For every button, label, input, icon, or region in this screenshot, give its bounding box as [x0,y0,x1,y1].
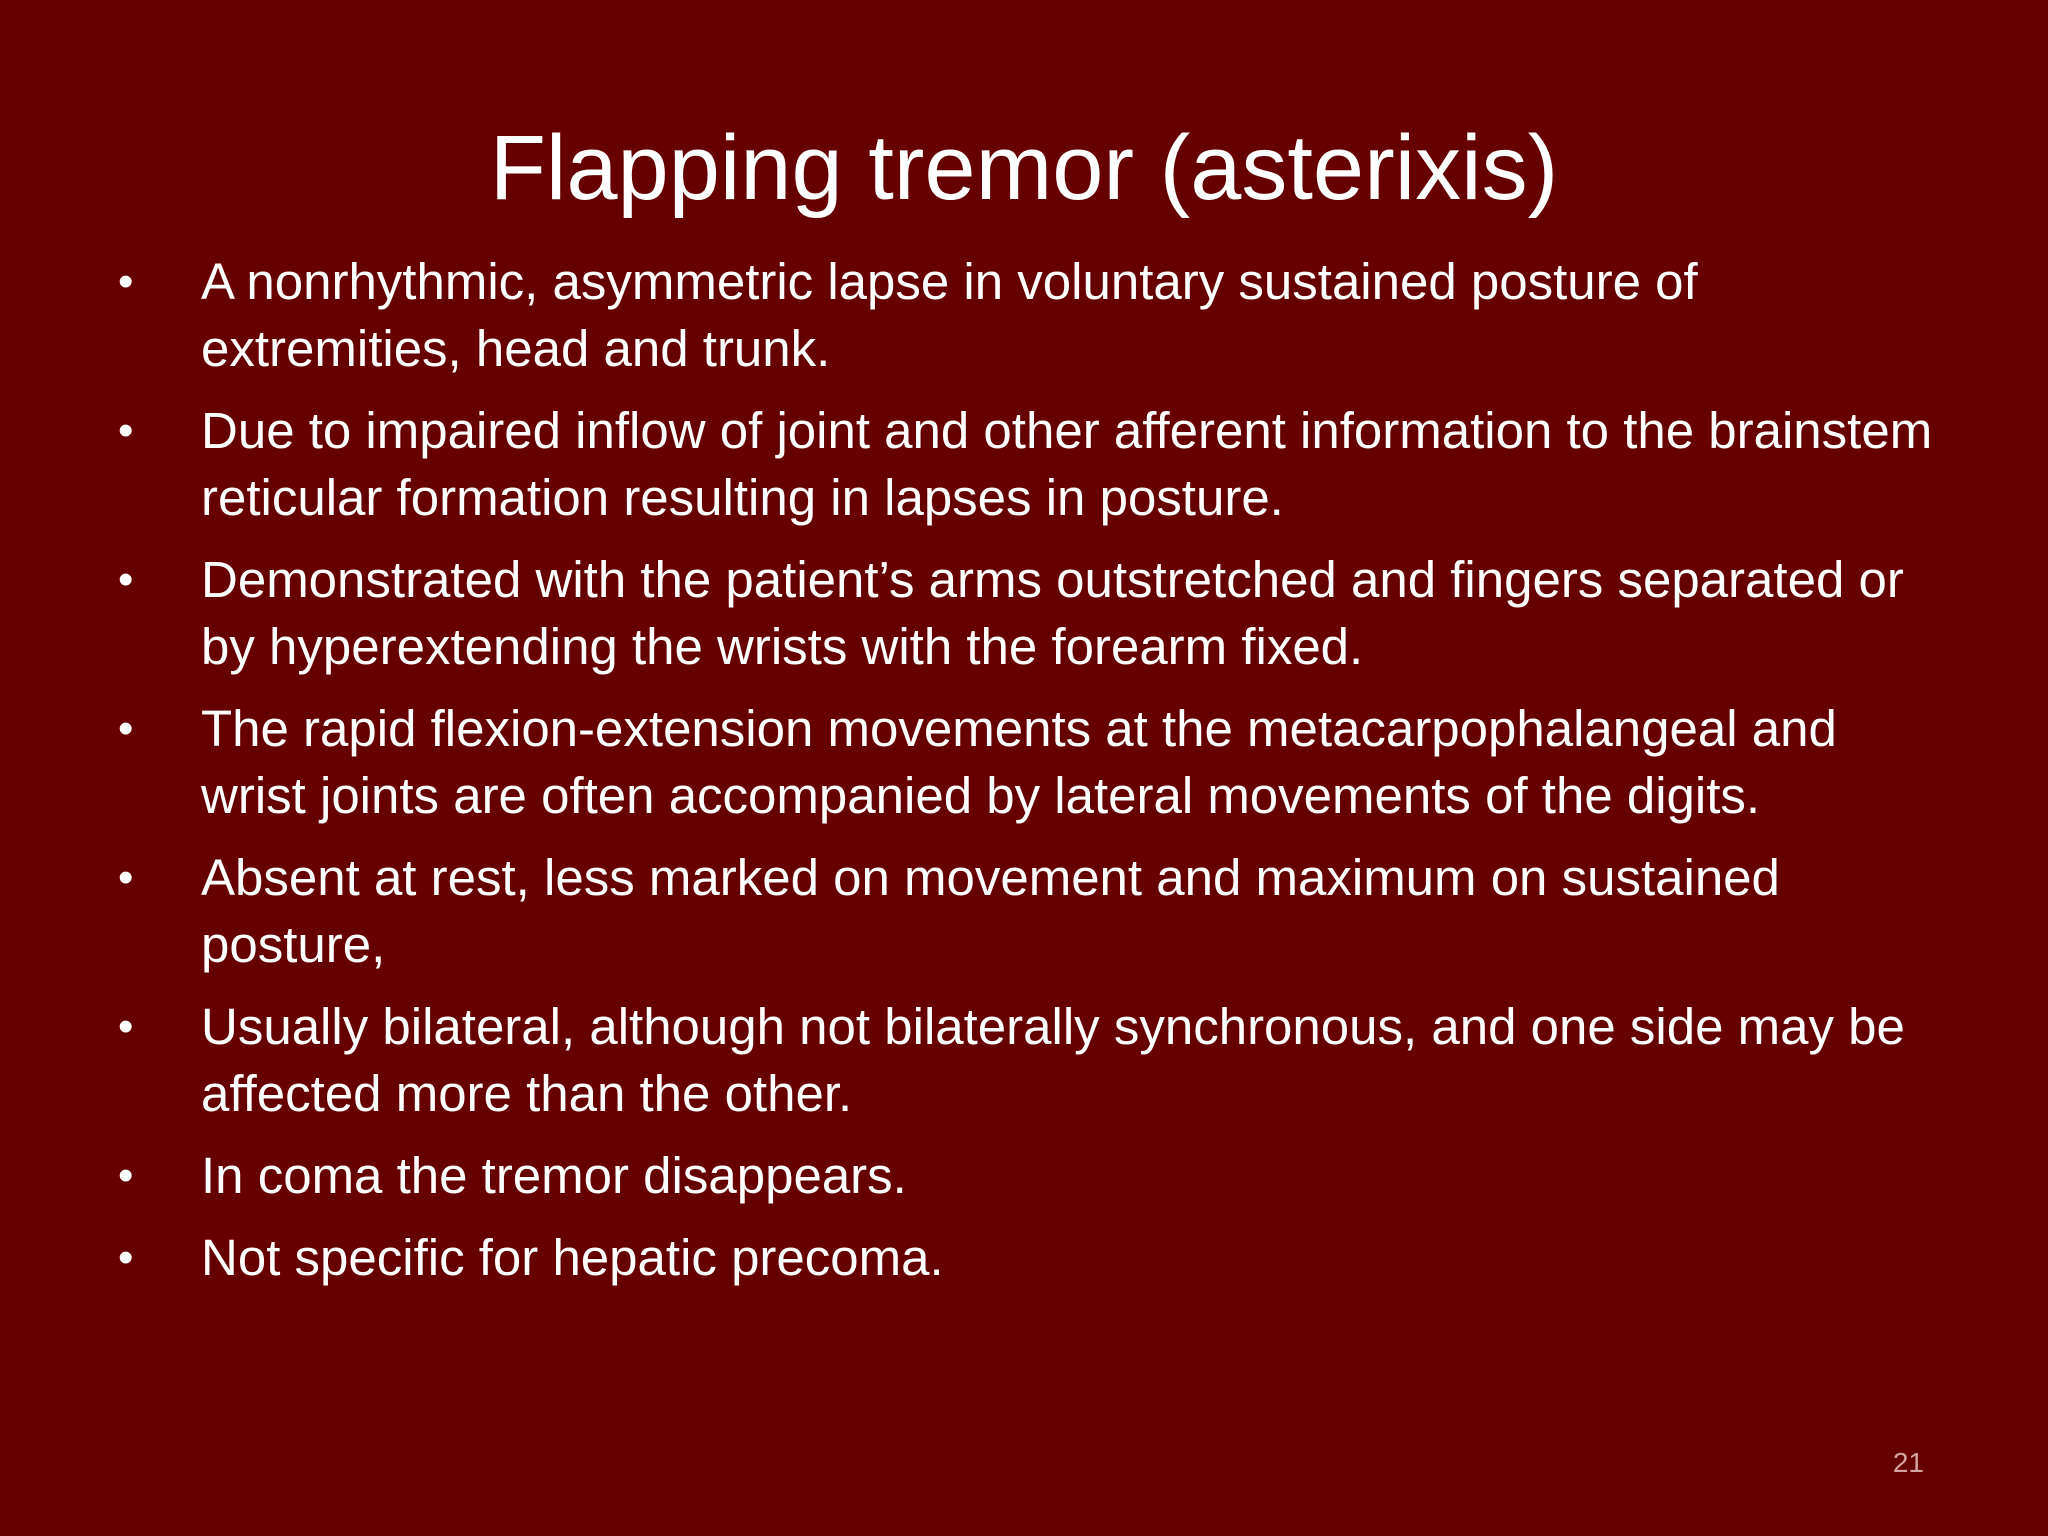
bullet-text: A nonrhythmic, asymmetric lapse in voluntary sustained posture of extremities, head and trunk. [201,253,1698,377]
bullet-item [118,993,1948,1127]
bullet-text: The rapid flexion-extension movements at the metacarpophalangeal and wrist joints are often accompanied by lateral movements of the digits. [201,700,1837,824]
bullet-text: Usually bilateral, although not bilaterally synchronous, and one side may be affected more than the other. [201,998,1905,1122]
bullet-text: In coma the tremor disappears. [201,1147,907,1204]
bullet-dot-icon: • [118,1233,134,1282]
bullet-dot-icon: • [118,853,134,902]
bullet-item [118,695,1948,829]
bullet-text: Demonstrated with the patient’s arms outstretched and fingers separated or by hyperextending the wrists with the forearm fixed. [201,551,1904,675]
bullet-item [118,248,1948,382]
bullet-text: Not specific for hepatic precoma. [201,1229,944,1286]
bullet-dot-icon: • [118,555,134,604]
bullet-dot-icon: • [118,1151,134,1200]
bullet-item [118,1224,1948,1291]
bullet-dot-icon: • [118,704,134,753]
bullet-list [118,248,1948,1306]
bullet-item [118,397,1948,531]
bullet-text: Due to impaired inflow of joint and other afferent information to the brainstem reticular formation resulting in lapses in posture. [201,402,1933,526]
bullet-text: Absent at rest, less marked on movement and maximum on sustained posture, [201,849,1780,973]
bullet-item [118,844,1948,978]
slide-title: Flapping tremor (asterixis) [489,117,1559,219]
slide-number: 21 [1892,1447,1924,1478]
bullet-item [118,1142,1948,1209]
bullet-item [118,546,1948,680]
bullet-dot-icon: • [118,257,134,306]
bullet-dot-icon: • [118,1002,134,1051]
bullet-dot-icon: • [118,406,134,455]
